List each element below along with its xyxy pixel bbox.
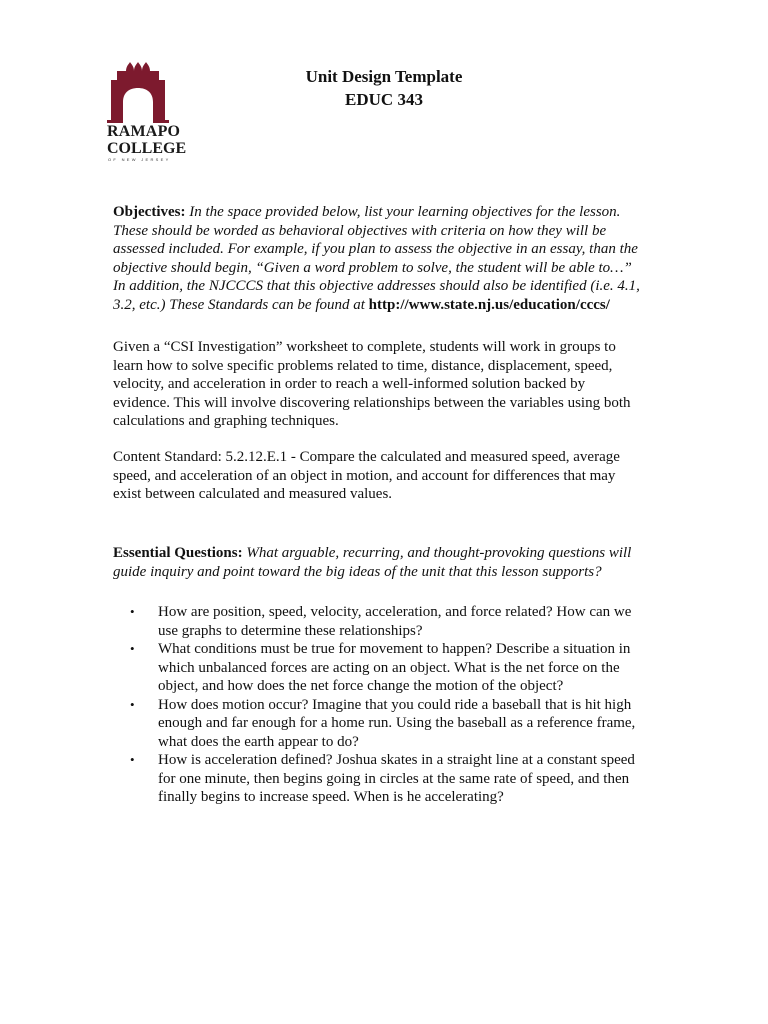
logo-wordmark-line3: OF NEW JERSEY [108,157,171,162]
logo-wordmark-line1: RAMAPO [107,123,181,140]
essential-questions-instructions: What arguable, recurring, and thought-provoking questions will guide inquiry and point toward the big ideas of the unit that this lesson supports? [113,545,632,580]
content-standard-paragraph [113,448,643,504]
objectives-section [113,203,643,314]
objective-paragraph [113,338,643,431]
page-title: Unit Design Template [305,67,463,86]
standards-url: http://www.state.nj.us/education/cccs/ [368,296,610,313]
essential-questions-list [113,603,643,807]
course-code: EDUC 343 [345,90,423,109]
objectives-instructions: In the space provided below, list your learning objectives for the lesson. These should be worded as behavioral objectives with criteria on how they will be assessed included. For example, if you plan to assess the objective in an essay, than the objective should begin, “Given a word problem to solve, the student will be able to…” In addition, the NJCCCS that this objective addresses should also be identified (i.e. 4.1, 3.2, etc.) These Standards can be found at [113,204,640,313]
content-standard-text: Content Standard: 5.2.12.E.1 - Compare the calculated and measured speed, average speed, and acceleration of an object in motion, and account for differences that may exist between calculated and measured values. [113,449,620,502]
list-item [113,603,643,640]
essential-questions-section [113,544,643,581]
essential-questions-label: Essential Questions: [113,545,243,561]
logo-wordmark-line2: COLLEGE [107,140,187,157]
bullet-icon: • [130,752,135,767]
bullet-icon: • [130,641,135,656]
list-item [113,640,643,696]
list-item [113,696,643,752]
objective-text: Given a “CSI Investigation” worksheet to complete, students will work in groups to learn how to solve specific problems related to time, distance, displacement, speed, velocity, and acceleration in order to reach a well-informed solution backed by evidence. This will involve discovering relationships between the variables using both calculations and graphing techniques. [113,339,631,429]
bullet-icon: • [130,604,135,619]
objectives-label: Objectives: [113,204,186,220]
question-text: How is acceleration defined? Joshua skates in a straight line at a constant speed for one minute, then begins going in circles at the same rate of speed, and then finally begins to increase speed. When is he accelerating? [158,752,635,805]
question-text: What conditions must be true for movement to happen? Describe a situation in which unbalanced forces are acting on an object. What is the net force on the object, and how does the net force change the motion of the object? [158,641,631,694]
question-text: How does motion occur? Imagine that you could ride a baseball that is hit high enough and far enough for a home run. Using the baseball as a reference frame, what does the earth appear to do? [158,696,636,750]
list-item [113,751,643,807]
bullet-icon: • [130,696,135,712]
question-text: How are position, speed, velocity, acceleration, and force related? How can we use graphs to determine these relationships? [158,604,632,639]
